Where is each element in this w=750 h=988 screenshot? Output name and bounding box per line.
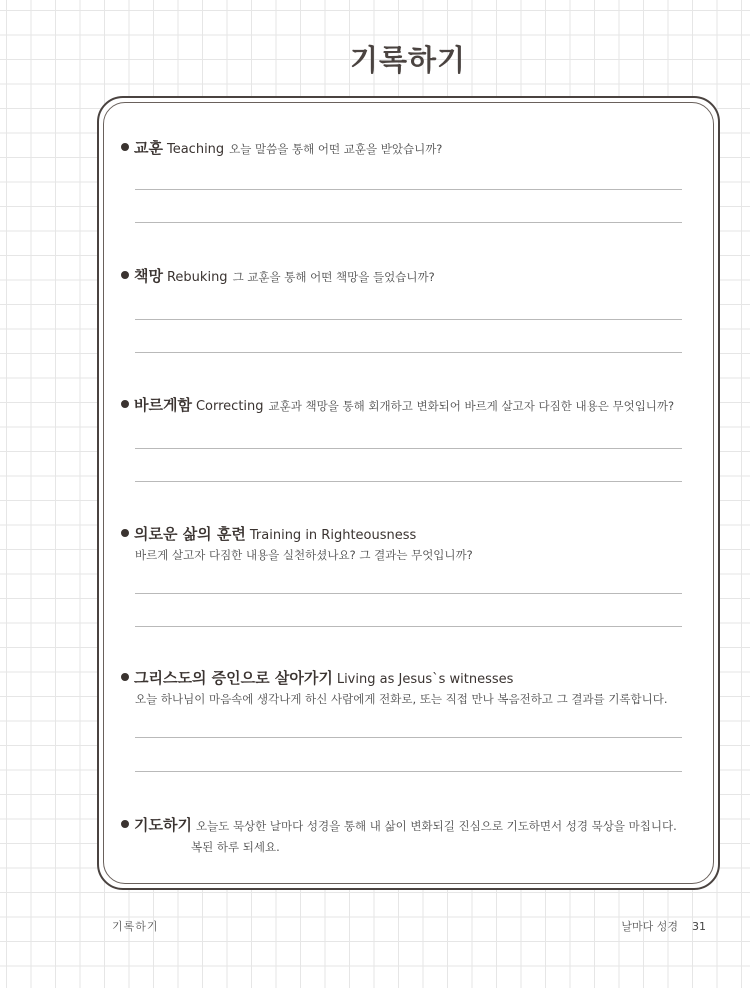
section-witness: [121, 668, 701, 708]
section-title-korean: 그리스도의 증인으로 살아가기: [134, 669, 333, 687]
page-number: 31: [692, 920, 706, 933]
section-title-english: Training in Righteousness: [249, 528, 417, 543]
record-card-inner-border: [103, 102, 714, 884]
footer-book-title: 날마다 성경: [621, 920, 678, 933]
section-question: 교훈과 책망을 통해 회개하고 변화되어 바르게 살고자 다짐한 내용은 무엇입니까?: [268, 399, 675, 413]
section-title-english: Living as Jesus`s witnesses: [336, 672, 514, 687]
bullet-icon: [121, 820, 129, 828]
section-question: 오늘도 묵상한 날마다 성경을 통해 내 삶이 변화되길 진심으로 기도하면서 성경 묵상을 마칩니다.: [195, 819, 677, 833]
section-question: 바르게 살고자 다짐한 내용을 실천하셨나요? 그 결과는 무엇입니까?: [135, 548, 473, 562]
writing-line[interactable]: [135, 448, 682, 449]
section-question: 오늘 하나님이 마음속에 생각나게 하신 사람에게 전화로, 또는 직접 만나 복음전하고 그 결과를 기록합니다.: [135, 692, 668, 706]
section-heading: [121, 524, 701, 546]
section-correcting: [121, 395, 701, 417]
section-question-line2: 복된 하루 되세요.: [191, 840, 280, 854]
footer-book-info: [621, 918, 706, 934]
page-title: 기록하기: [349, 43, 467, 77]
section-heading: [121, 815, 701, 837]
writing-line[interactable]: [135, 189, 682, 190]
writing-line[interactable]: [135, 222, 682, 223]
section-title-english: Rebuking: [166, 270, 228, 285]
section-title-korean: 의로운 삶의 훈련: [134, 525, 246, 543]
section-prayer: [121, 815, 701, 857]
writing-line[interactable]: [135, 319, 682, 320]
section-title-korean: 기도하기: [134, 816, 192, 834]
section-training: [121, 524, 701, 564]
section-title-korean: 바르게함: [134, 396, 192, 414]
section-title-english: Teaching: [166, 142, 225, 157]
writing-line[interactable]: [135, 352, 682, 353]
section-question: 그 교훈을 통해 어떤 책망을 들었습니까?: [232, 270, 435, 284]
bullet-icon: [121, 400, 129, 408]
writing-line[interactable]: [135, 481, 682, 482]
writing-line[interactable]: [135, 771, 682, 772]
section-rebuking: [121, 266, 701, 288]
bullet-icon: [121, 529, 129, 537]
bullet-icon: [121, 673, 129, 681]
section-heading: [121, 266, 701, 288]
footer-section-label: 기록하기: [112, 920, 159, 933]
bullet-icon: [121, 271, 129, 279]
section-question: 오늘 말씀을 통해 어떤 교훈을 받았습니까?: [229, 142, 443, 156]
section-teaching: [121, 138, 701, 160]
section-title-english: Correcting: [195, 399, 264, 414]
section-title-korean: 교훈: [134, 139, 163, 157]
section-heading: [121, 668, 701, 690]
bullet-icon: [121, 143, 129, 151]
section-heading: [121, 138, 701, 160]
writing-line[interactable]: [135, 737, 682, 738]
writing-line[interactable]: [135, 593, 682, 594]
section-title-korean: 책망: [134, 267, 163, 285]
section-heading: [121, 395, 701, 417]
writing-line[interactable]: [135, 626, 682, 627]
